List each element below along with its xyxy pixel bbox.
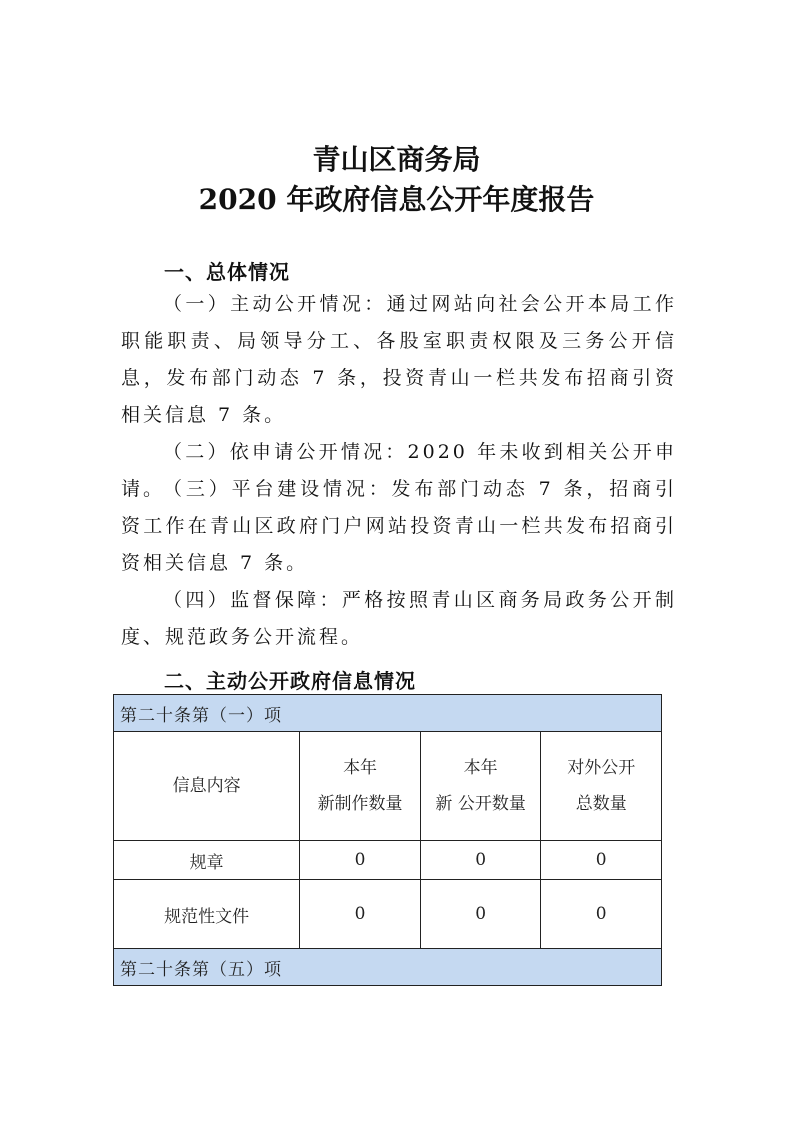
table-row [114,880,662,949]
header-new-published [420,732,541,841]
section1-heading: 一、总体情况 [164,260,290,284]
table-section-title: 第二十条第（一）项 [114,695,662,732]
row-label: 规章 [114,841,300,880]
paragraph-supervision: （四）监督保障：严格按照青山区商务局政务公开制度、规范政务公开流程。 [121,589,677,648]
header-new-published-line1: 本年 [463,758,498,778]
row-label: 规范性文件 [114,880,300,949]
row-new-made: 0 [300,880,421,949]
report-title-line2: 2020 年政府信息公开年度报告 [198,183,595,216]
row-total: 0 [541,880,662,949]
section2-heading: 二、主动公开政府信息情况 [164,669,416,693]
row-new-published: 0 [420,880,541,949]
disclosure-table [113,694,662,986]
header-total-published-line1: 对外公开 [567,758,636,778]
header-new-published-line2: 新 公开数量 [435,794,526,814]
paragraph-active-disclosure: （一）主动公开情况：通过网站向社会公开本局工作职能职责、局领导分工、各股室职责权限及三务公开信息，发布部门动态 7 条，投资青山一栏共发布招商引资相关信息 7 条。 [121,293,677,426]
table-row [114,841,662,880]
header-info-content: 信息内容 [114,732,300,841]
header-new-made-line1: 本年 [343,758,378,778]
row-new-made: 0 [300,841,421,880]
paragraph-request-disclosure: （二）依申请公开情况：2020 年未收到相关公开申请。 [121,441,677,500]
header-new-made [300,732,421,841]
report-title-line1: 青山区商务局 [312,143,481,176]
row-new-published: 0 [420,841,541,880]
header-total-published-line2: 总数量 [575,794,627,814]
table-section-title: 第二十条第（五）项 [114,949,662,986]
row-total: 0 [541,841,662,880]
paragraph-platform-construction: （三）平台建设情况：发布部门动态 7 条，招商引资工作在青山区政府门户网站投资青山一栏共发布招商引资相关信息 7 条。 [121,478,677,574]
header-total-published [541,732,662,841]
header-new-made-line2: 新制作数量 [317,794,403,814]
